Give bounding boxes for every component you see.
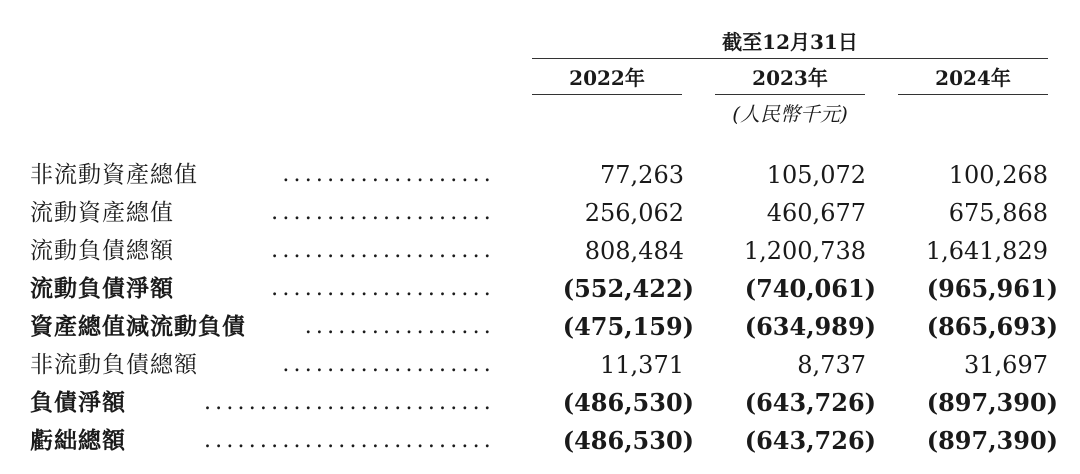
- dot-leader: ....................: [271, 238, 495, 263]
- table-row: [30, 308, 1060, 346]
- currency-unit-label: (人民幣千元): [732, 102, 848, 126]
- row-label: 流動資產總值: [30, 200, 174, 226]
- value-2024: (865,693): [926, 312, 1058, 341]
- value-2024: 1,641,829: [925, 237, 1048, 265]
- period-underline: [532, 58, 1048, 59]
- period-heading: 截至12月31日: [722, 30, 858, 54]
- year-underline-2023: [715, 94, 865, 95]
- table-row: [30, 346, 1060, 384]
- value-2024: (897,390): [926, 388, 1058, 417]
- value-2024: 675,868: [948, 199, 1048, 227]
- value-2022: 77,263: [600, 161, 684, 189]
- row-label: 流動負債總額: [30, 238, 174, 264]
- row-label: 非流動負債總額: [30, 352, 198, 378]
- value-2022: (486,530): [562, 388, 694, 417]
- dot-leader: ..........................: [203, 390, 495, 415]
- value-2024: (965,961): [926, 274, 1058, 303]
- table-row: [30, 270, 1060, 308]
- value-2024: 31,697: [964, 351, 1048, 379]
- value-2024: (897,390): [926, 426, 1058, 455]
- value-2023: 1,200,738: [743, 237, 866, 265]
- year-underline-2022: [532, 94, 682, 95]
- year-underline-2024: [898, 94, 1048, 95]
- value-2023: (740,061): [744, 274, 876, 303]
- value-2023: (634,989): [744, 312, 876, 341]
- value-2022: 808,484: [584, 237, 684, 265]
- dot-leader: ....................: [271, 200, 495, 225]
- value-2022: (552,422): [562, 274, 694, 303]
- row-label: 非流動資產總值: [30, 162, 198, 188]
- table-row: [30, 232, 1060, 270]
- value-2022: 256,062: [584, 199, 684, 227]
- dot-leader: ...................: [282, 162, 495, 187]
- value-2023: 105,072: [766, 161, 866, 189]
- value-2023: 8,737: [797, 351, 866, 379]
- year-heading-2024: 2024年: [935, 66, 1011, 90]
- value-2022: (475,159): [562, 312, 694, 341]
- table-row: [30, 156, 1060, 194]
- value-2024: 100,268: [948, 161, 1048, 189]
- row-label: 負債淨額: [30, 390, 126, 416]
- row-label: 虧絀總額: [30, 428, 126, 454]
- table-row: [30, 422, 1060, 460]
- year-heading-2023: 2023年: [752, 66, 828, 90]
- row-label: 資產總值減流動負債: [30, 314, 246, 340]
- financial-table-body: [30, 156, 1060, 460]
- table-row: [30, 194, 1060, 232]
- dot-leader: .................: [304, 314, 495, 339]
- dot-leader: ....................: [271, 276, 495, 301]
- value-2022: (486,530): [562, 426, 694, 455]
- year-heading-2022: 2022年: [569, 66, 645, 90]
- value-2023: 460,677: [766, 199, 866, 227]
- dot-leader: ...................: [282, 352, 495, 377]
- row-label: 流動負債淨額: [30, 276, 174, 302]
- value-2022: 11,371: [600, 351, 684, 379]
- value-2023: (643,726): [744, 388, 876, 417]
- dot-leader: ..........................: [203, 428, 495, 453]
- table-row: [30, 384, 1060, 422]
- value-2023: (643,726): [744, 426, 876, 455]
